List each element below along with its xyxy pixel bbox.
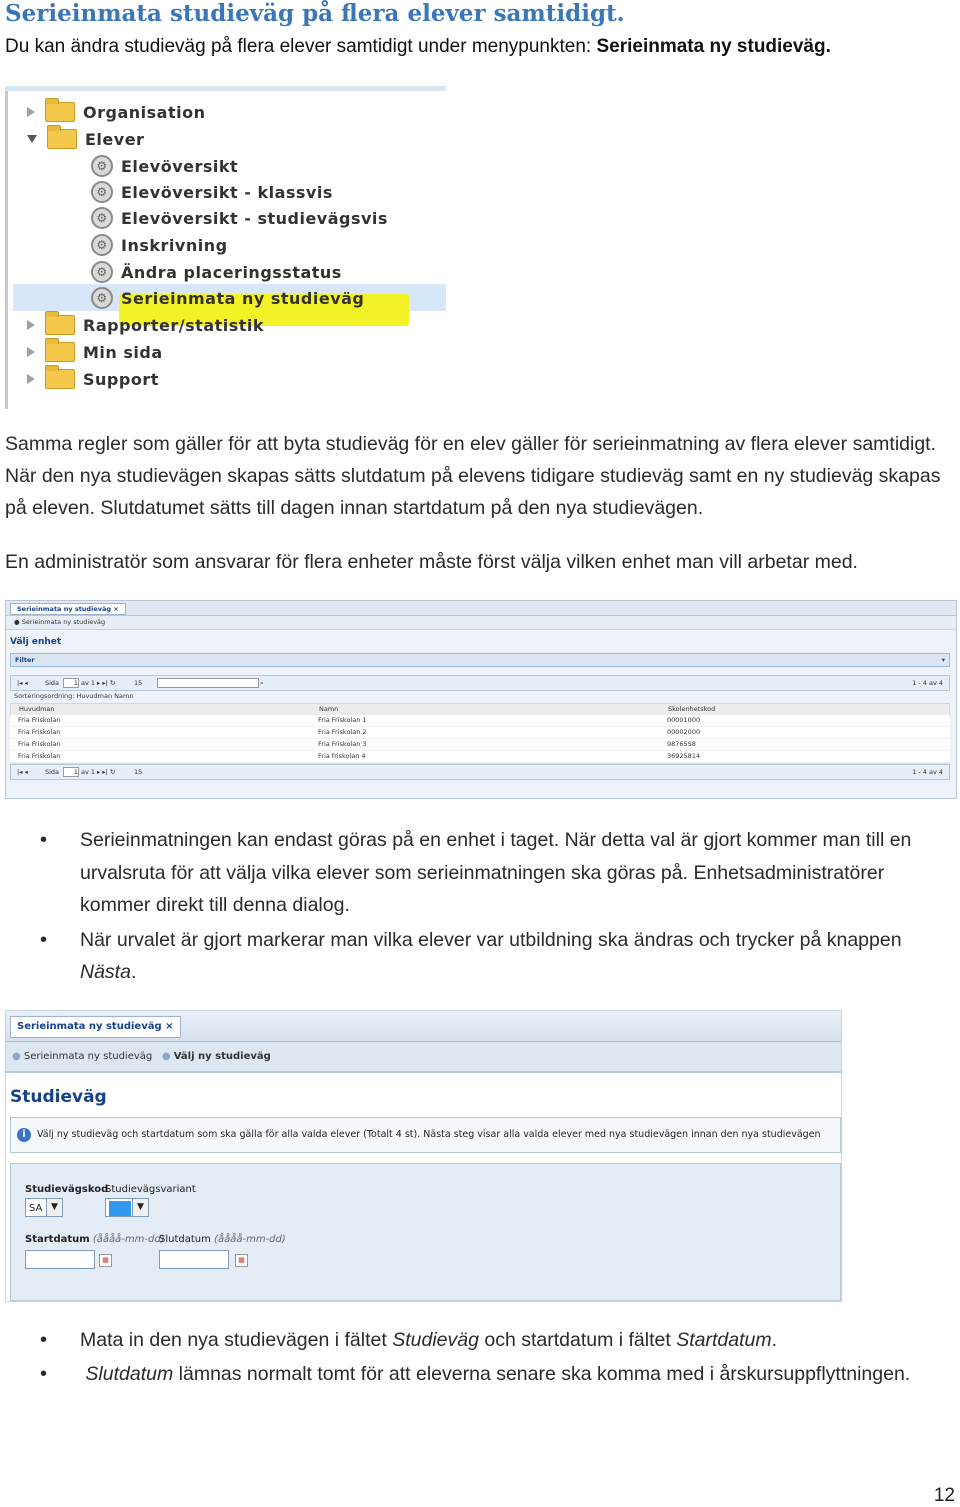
page-size-select[interactable]: 15: [134, 679, 143, 687]
startdatum-label: Startdatum: [25, 1234, 90, 1245]
list-item: [40, 1324, 940, 1357]
page-number: 12: [933, 1485, 955, 1506]
pager-count: 1 - 4 av 4: [912, 679, 943, 687]
tab-label: Serieinmata ny studieväg: [17, 605, 111, 613]
pager-nav-first-icon[interactable]: |◂ ◂: [17, 679, 28, 687]
slutdatum-label: Slutdatum: [159, 1234, 211, 1245]
menu-left-border: [5, 91, 8, 409]
menu-item-label: Elever: [85, 129, 145, 149]
column-header-namn[interactable]: Namn: [319, 705, 339, 713]
gear-icon: ⚙: [91, 234, 113, 256]
close-icon[interactable]: ×: [113, 605, 119, 613]
pager-nav-next-icon[interactable]: ▸ ▸| ↻: [97, 679, 116, 687]
menu-item-elevoversikt-klassvis[interactable]: [91, 179, 333, 205]
sort-label: Sorteringsordning:: [14, 692, 75, 700]
menu-item-min-sida[interactable]: [27, 339, 163, 365]
info-icon: i: [17, 1128, 31, 1142]
list-item-emphasis: Nästa: [80, 961, 131, 983]
chevron-down-icon[interactable]: ▼: [46, 1199, 62, 1216]
gear-icon: ⚙: [91, 287, 113, 309]
menu-item-label: Organisation: [83, 102, 206, 122]
menu-item-inskrivning[interactable]: [91, 232, 228, 258]
menu-item-elever[interactable]: [27, 126, 144, 152]
menu-item-organisation[interactable]: [27, 99, 205, 125]
menu-item-label: Elevöversikt - klassvis: [121, 182, 333, 202]
menu-item-elevoversikt[interactable]: [91, 153, 238, 179]
tab-serieinmata[interactable]: [10, 603, 126, 615]
menu-item-label: Elevöversikt: [121, 156, 239, 176]
pager-page-label: Sida: [45, 768, 60, 776]
cell-kod: 00001000: [667, 716, 701, 724]
breadcrumb: [6, 1042, 841, 1073]
menu-screenshot: [5, 86, 446, 409]
studievagskod-select[interactable]: [25, 1198, 63, 1217]
search-input[interactable]: [157, 678, 259, 688]
bullet-list-selection: [40, 824, 940, 989]
cell-namn: Fria friskolan 4: [318, 752, 366, 760]
studievagsvariant-label: Studievägsvariant: [105, 1184, 196, 1195]
calendar-icon[interactable]: ▦: [235, 1254, 248, 1267]
menu-item-label: Ändra placeringsstatus: [121, 262, 342, 282]
slutdatum-input[interactable]: [159, 1250, 229, 1269]
menu-item-label: Elevöversikt - studievägsvis: [121, 208, 388, 228]
breadcrumb-item-current: Välj ny studieväg: [173, 1051, 271, 1062]
intro-plain: Du kan ändra studieväg på flera elever samtidigt under menypunkten:: [5, 36, 597, 57]
filter-panel[interactable]: [10, 653, 950, 667]
collapse-arrow-icon[interactable]: [27, 135, 37, 143]
menu-item-label: Rapporter/statistik: [83, 315, 265, 335]
list-item: • Serieinmatningen kan endast göras på en enhet i taget. När detta val är gjort kommer man till en urvalsruta för att välja vilka elever som serieinmatningen ska göras på. Enhetsadministratörer kommer direkt till denna dialog.: [40, 824, 940, 922]
sort-order: [14, 692, 133, 700]
list-item-text: .: [771, 1329, 778, 1351]
calendar-icon[interactable]: ▦: [99, 1254, 112, 1267]
rules-paragraph: Samma regler som gäller för att byta studieväg för en elev gäller för serieinmatning av flera elever samtidigt. När den nya studievägen skapas sätts slutdatum på elevens tidigare studieväg samt en ny studieväg skapas på eleven. Slutdatumet sätts till dagen innan startdatum på den nya studievägen.: [5, 433, 941, 519]
list-item-text: och startdatum i fältet: [478, 1329, 677, 1351]
select-unit-screenshot: [5, 600, 957, 799]
chevron-down-icon[interactable]: ▾: [941, 656, 945, 664]
cell-huvudman: Fria Friskolan: [18, 728, 61, 736]
tab-bar: [6, 601, 956, 616]
cell-kod: 00002000: [667, 728, 701, 736]
pager-count: 1 - 4 av 4: [912, 768, 943, 776]
gear-icon: ⚙: [91, 155, 113, 177]
breadcrumb-item[interactable]: Serieinmata ny studieväg: [21, 618, 106, 626]
admin-paragraph: En administratör som ansvarar för flera enheter måste först välja vilken enhet man vill arbetar med.: [5, 551, 858, 573]
list-item-text: När urvalet är gjort markerar man vilka elever var utbildning ska ändras och trycker på knappen: [80, 928, 902, 951]
menu-item-label: Serieinmata ny studieväg: [121, 288, 365, 308]
pager-page-label: Sida: [45, 679, 60, 687]
cell-huvudman: Fria Friskolan: [18, 716, 61, 724]
cell-namn: Fria Friskolan 3: [318, 740, 367, 748]
bullet-list-input: [40, 1324, 940, 1390]
unit-title: Välj enhet: [10, 637, 62, 647]
studievagskod-value: SA: [29, 1203, 43, 1214]
expand-arrow-icon[interactable]: [27, 320, 35, 330]
cell-namn: Fria Friskolan 1: [318, 716, 367, 724]
folder-icon: [45, 315, 75, 335]
list-item-text: .: [130, 961, 137, 983]
cell-huvudman: Fria Friskolan: [18, 752, 61, 760]
expand-arrow-icon[interactable]: [27, 347, 35, 357]
menu-item-elevoversikt-studievagsvis[interactable]: [91, 205, 388, 231]
search-icon[interactable]: ⌕: [260, 679, 264, 687]
list-item: [40, 1358, 940, 1391]
pager-page-input[interactable]: 1: [63, 678, 79, 688]
tab-bar: [6, 1011, 841, 1042]
table-row[interactable]: [10, 739, 950, 751]
pager-nav-first-icon[interactable]: |◂ ◂: [17, 768, 28, 776]
study-path-screenshot: [5, 1010, 842, 1302]
table-row[interactable]: [10, 715, 950, 727]
list-item-emphasis: Startdatum: [676, 1329, 772, 1351]
sort-value[interactable]: Huvudman Namn: [76, 692, 134, 700]
table-row[interactable]: [10, 727, 950, 739]
menu-item-serieinmata-ny-studievag[interactable]: [91, 285, 364, 311]
folder-icon: [47, 129, 77, 149]
slutdatum-hint: (åååå-mm-dd): [214, 1234, 286, 1245]
menu-item-label: Support: [83, 369, 159, 389]
list-item-text: lämnas normalt tomt för att eleverna senare ska komma med i årskursuppflyttningen.: [173, 1362, 911, 1385]
studievag-title: Studieväg: [10, 1087, 107, 1107]
gear-icon: ⚙: [91, 181, 113, 203]
pager-of-label: av 1: [81, 768, 96, 776]
cell-namn: Fria Friskolan 2: [318, 728, 367, 736]
menu-item-support[interactable]: [27, 366, 159, 392]
gear-icon: ⚙: [91, 261, 113, 283]
gear-icon: ⚙: [91, 207, 113, 229]
cell-kod: 98765S8: [667, 740, 696, 748]
folder-icon: [45, 102, 75, 122]
page-heading: Serieinmata studieväg på flera elever samtidigt.: [5, 0, 625, 27]
page-size-select[interactable]: 15: [134, 768, 143, 776]
info-message: [10, 1117, 841, 1153]
close-icon[interactable]: ×: [165, 1021, 174, 1032]
studievagskod-label: Studievägskod: [25, 1184, 109, 1195]
pager-top: [10, 675, 950, 691]
intro-menu-name: Serieinmata ny studieväg.: [596, 36, 831, 57]
menu-item-label: Min sida: [83, 342, 163, 362]
startdatum-input[interactable]: [25, 1250, 95, 1269]
menu-item-rapporter-statistik[interactable]: [27, 312, 264, 338]
studievag-form: [10, 1163, 841, 1301]
selected-variant-swatch: [109, 1201, 131, 1216]
menu-item-andra-placeringsstatus[interactable]: [91, 259, 342, 285]
info-text: Välj ny studieväg och startdatum som ska gälla för alla valda elever (Totalt 4 st). Nästa steg visar alla valda elever med nya studievägen innan den nya studievägen: [37, 1129, 821, 1140]
filter-label: Filter: [15, 656, 35, 664]
list-item: [40, 924, 940, 989]
column-header-skolenhetskod[interactable]: Skolenhetskod: [668, 705, 716, 713]
folder-icon: [45, 369, 75, 389]
tab-serieinmata[interactable]: [10, 1016, 181, 1038]
folder-icon: [45, 342, 75, 362]
tab-label: Serieinmata ny studieväg: [17, 1021, 162, 1032]
startdatum-hint: (åååå-mm-dd): [92, 1234, 165, 1245]
breadcrumb-item[interactable]: Serieinmata ny studieväg: [23, 1051, 153, 1062]
studievagsvariant-select[interactable]: [105, 1198, 149, 1217]
list-item-text: Mata in den nya studievägen i fältet: [80, 1329, 393, 1351]
pager-page-input[interactable]: 1: [63, 767, 79, 777]
pager-of-label: av 1: [81, 679, 96, 687]
expand-arrow-icon[interactable]: [27, 374, 35, 384]
pager-nav-next-icon[interactable]: ▸ ▸| ↻: [97, 768, 116, 776]
breadcrumb-dot-icon: ●: [12, 1051, 21, 1062]
breadcrumb-dot-icon: ●: [161, 1051, 171, 1062]
expand-arrow-icon[interactable]: [27, 107, 35, 117]
chevron-down-icon[interactable]: ▼: [132, 1199, 148, 1216]
cell-kod: 36925814: [667, 752, 701, 760]
list-item-emphasis: Studieväg: [392, 1329, 479, 1351]
intro-text: [5, 36, 831, 58]
menu-item-label: Inskrivning: [121, 235, 228, 255]
list-item-emphasis: Slutdatum: [85, 1362, 174, 1385]
cell-huvudman: Fria Friskolan: [18, 740, 61, 748]
breadcrumb: ● Serieinmata ny studieväg: [6, 616, 956, 630]
column-header-huvudman[interactable]: Huvudman: [19, 705, 55, 713]
pager-bottom: [10, 764, 950, 780]
table-row[interactable]: [10, 751, 950, 763]
